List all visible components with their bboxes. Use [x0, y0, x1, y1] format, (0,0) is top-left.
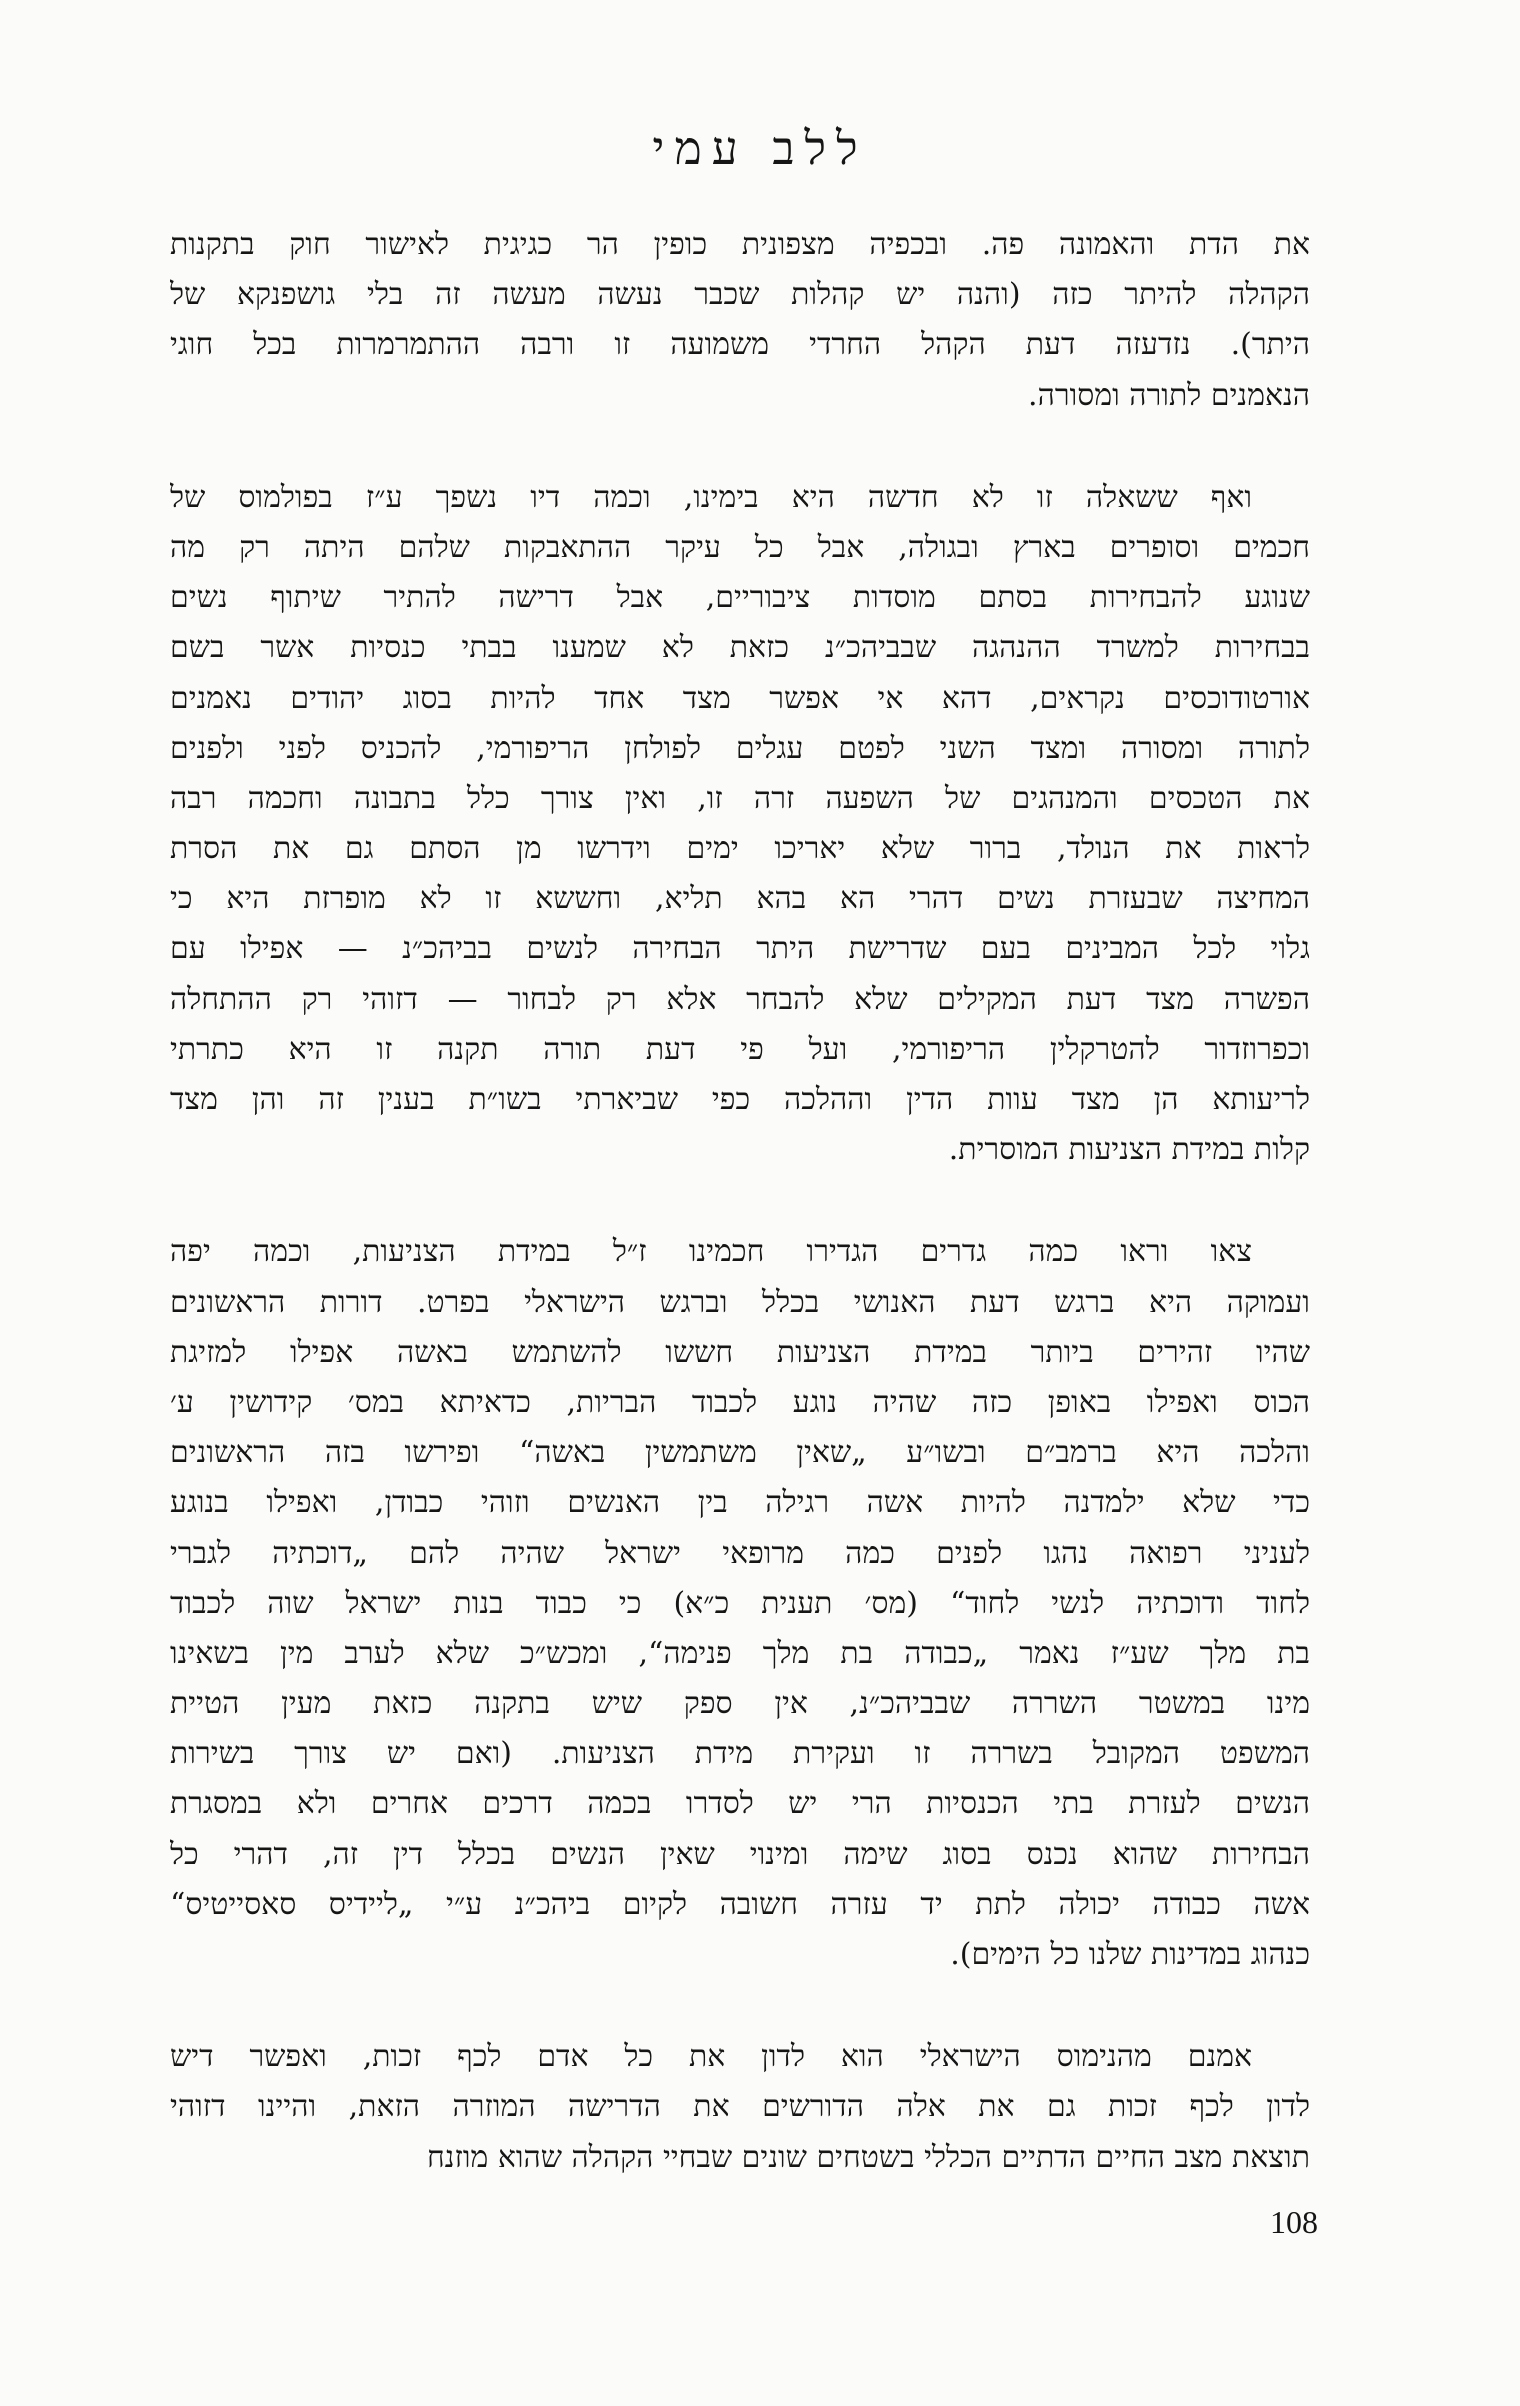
text-line: היתר). נזדעזה דעת הקהל החרדי משמועה זו ורבה ההתמרמרות בכל חוגי	[170, 327, 1310, 363]
text-line: ועמוקה היא ברגש דעת האנושי בכלל וברגש הישראלי בפרט. דורות הראשונים	[170, 1284, 1310, 1320]
running-head: ללב עמי	[652, 121, 868, 175]
text-line: אורטודוכסים נקראים, דהא אי אפשר מצד אחד להיות בסוג יהודים נאמנים	[170, 680, 1310, 716]
text-line: שנוגע להבחירות בסתם מוסדות ציבוריים, אבל דרישה להתיר שיתוף נשים	[170, 580, 1310, 616]
text-line: חכמים וסופרים בארץ ובגולה, אבל כל עיקר ההתאבקות שלהם היתה רק מה	[170, 529, 1310, 565]
text-line: המחיצה שבעזרת נשים דהרי הא בהא תליא, וחששא זו לא מופרזת היא כי	[170, 881, 1310, 917]
page-number: 108	[1270, 2204, 1318, 2240]
text-line: הקהלה להיתר כזה (והנה יש קהלות שכבר נעשה מעשה זה בלי גושפנקא של	[170, 277, 1310, 313]
text-line: צאו וראו כמה גדרים הגדירו חכמינו ז״ל במידת הצניעות, וכמה יפה	[170, 1234, 1252, 1270]
text-line: והלכה היא ברמב״ם ובשו״ע „שאין משתמשין באשה“ ופירשו בזה הראשונים	[170, 1435, 1310, 1471]
text-line: תוצאת מצב החיים הדתיים הכללי בשטחים שונים שבחיי הקהלה שהוא מוזנח	[426, 2139, 1310, 2175]
text-line: לראות את הנולד, ברור שלא יאריכו ימים וידרשו מן הסתם גם את הסרת	[170, 831, 1310, 867]
text-line: הנשים לעזרת בתי הכנסיות הרי יש לסדרו בכמה דרכים אחרים ולא במסגרת	[170, 1786, 1310, 1822]
paragraph	[170, 2032, 1310, 2183]
paragraph	[170, 1227, 1310, 1980]
text-line: הכוס ואפילו באופן כזה שהיה נוגע לכבוד הבריות, כדאיתא במס׳ קידושין ע׳	[170, 1384, 1310, 1420]
text-line: את הטכסים והמנהגים של השפעה זרה זו, ואין צורך כלל בתבונה וחכמה רבה	[170, 780, 1310, 816]
text-line: הבחירות שהוא נכנס בסוג שימה ומינוי שאין הנשים בכלל דין זה, דהרי כל	[170, 1836, 1310, 1872]
text-line: אשה כבודה יכולה לתת יד עזרה חשובה לקיום ביהכ״נ ע״י „ליידיס סאסייטיס“	[170, 1886, 1310, 1922]
paragraph	[170, 473, 1310, 1176]
text-line: לחוד ודוכתיה לנשי לחוד“ (מס׳ תענית כ״א) כי כבוד בנות ישראל שוה לכבוד	[170, 1585, 1310, 1621]
text-line: כדי שלא ילמדנה להיות אשה רגילה בין האנשים וזוהי כבודן, ואפילו בנוגע	[170, 1485, 1310, 1521]
text-line: גלוי לכל המבינים בעם שדרישת היתר הבחירה לנשים בביהכ״נ — אפילו עם	[170, 931, 1310, 967]
body-text	[170, 220, 1310, 2235]
text-line: אמנם מהנימוס הישראלי הוא לדון את כל אדם לכף זכות, ואפשר דיש	[170, 2039, 1252, 2075]
text-line: כנהוג במדינות שלנו כל הימים).	[950, 1937, 1310, 1972]
text-line: לתורה ומסורה ומצד השני לפטם עגלים לפולחן הריפורמי, להכניס לפני ולפנים	[170, 730, 1310, 766]
text-line: המשפט המקובל בשררה זו ועקירת מידת הצניעות. (ואם יש צורך בשירות	[170, 1736, 1310, 1772]
text-line: לעניני רפואה נהגו לפנים כמה מרופאי ישראל שהיה להם „דוכתיה לגברי	[170, 1535, 1310, 1571]
text-line: קלות במידת הצניעות המוסרית.	[948, 1132, 1310, 1168]
paragraph	[170, 220, 1310, 421]
text-line: לדון לכף זכות גם את אלה הדורשים את הדרישה המוזרה הזאת, והיינו דזוהי	[170, 2089, 1310, 2125]
text-line: מינו במשטר השררה שבביהכ״נ, אין ספק שיש בתקנה כזאת מעין הטיית	[170, 1686, 1310, 1722]
text-line: ואף ששאלה זו לא חדשה היא בימינו, וכמה דיו נשפך ע״ז בפולמוס של	[170, 479, 1252, 515]
text-line: בבחירות למשרד ההנהגה שבביהכ״נ כזאת לא שמענו בבתי כנסיות אשר בשם	[170, 630, 1310, 666]
text-line: לריעותא הן מצד עוות הדין וההלכה כפי שביארתי בשו״ת בענין זה והן מצד	[170, 1082, 1310, 1117]
text-line: בת מלך שע״ז נאמר „כבודה בת מלך פנימה“, ומכש״כ שלא לערב מין בשאינו	[170, 1635, 1310, 1671]
text-line: וכפרוזדור להטרקלין הריפורמי, ועל פי דעת תורה תקנה זו היא כתרתי	[170, 1031, 1310, 1067]
text-line: הפשרה מצד דעת המקילים שלא להבחר אלא רק לבחור — דזוהי רק ההתחלה	[170, 981, 1310, 1017]
text-line: הנאמנים לתורה ומסורה.	[1028, 377, 1310, 413]
text-line: את הדת והאמונה פה. ובכפיה מצפונית כופין הר כגיגית לאישור חוק בתקנות	[170, 227, 1310, 262]
text-line: שהיו זהירים ביותר במידת הצניעות חששו להשתמש באשה אפילו למזיגת	[170, 1334, 1310, 1370]
